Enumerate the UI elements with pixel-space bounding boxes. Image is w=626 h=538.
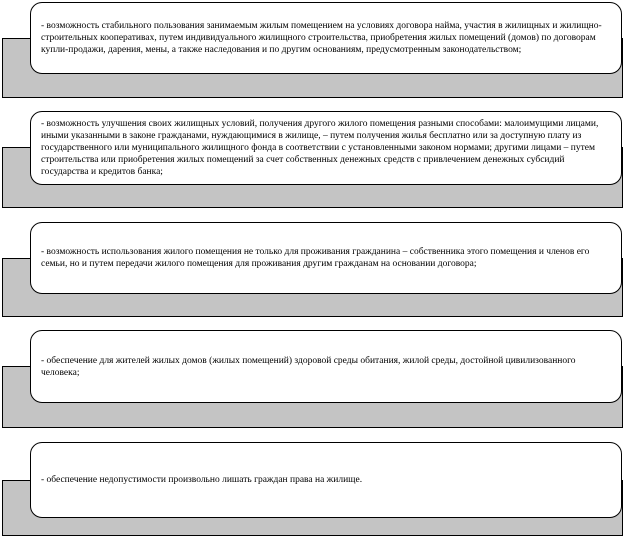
item-text-3: - возможность использования жилого помещения не только для проживания гражданина – собственника этого помещения и членов его семьи, но и путем передачи жилого помещения для проживания другим гражданам на основании договора;	[41, 247, 590, 269]
item-text-5: - обеспечение недопустимости произвольно лишать граждан права на жилище.	[41, 475, 363, 485]
item-text-4: - обеспечение для жителей жилых домов (жилых помещений) здоровой среды обитания, жилой среды, достойной цивилизованного человека;	[41, 355, 576, 378]
item-box-1	[30, 2, 622, 74]
diagram-item-5	[0, 442, 626, 536]
item-text-1: - возможность стабильного пользования занимаемым жилым помещением на условиях договора найма, участия в жилищных и жилищно-строительных кооперативах, путем индивидуального жилищного строительства, приобретения жилых помещений (домов) по договорам купли-продажи, дарения, мены, а также наследования и по другим основаниям, предусмотренным законодательством;	[41, 21, 602, 55]
diagram-item-2	[0, 111, 626, 208]
item-text-2: - возможность улучшения своих жилищных условий, получения другого жилого помещения разными способами: малоимущими лицами, иными указанными в законе гражданами, нуждающимися в жилище, – путем получения жилья бесплатно или за доступную плату из государственного или муниципального жилищного фонда в соответствии с установленными законом нормами; другими лицами – путем строительства или приобретения жилых помещений за счет собственных денежных средств с привлечением денежных субсидий государства и кредитов банка;	[41, 119, 599, 177]
item-box-2	[30, 111, 622, 185]
item-box-4	[30, 330, 622, 403]
diagram-item-3	[0, 222, 626, 317]
item-box-3	[30, 222, 622, 294]
diagram-item-1	[0, 2, 626, 98]
diagram-item-4	[0, 330, 626, 428]
item-box-5	[30, 442, 622, 518]
